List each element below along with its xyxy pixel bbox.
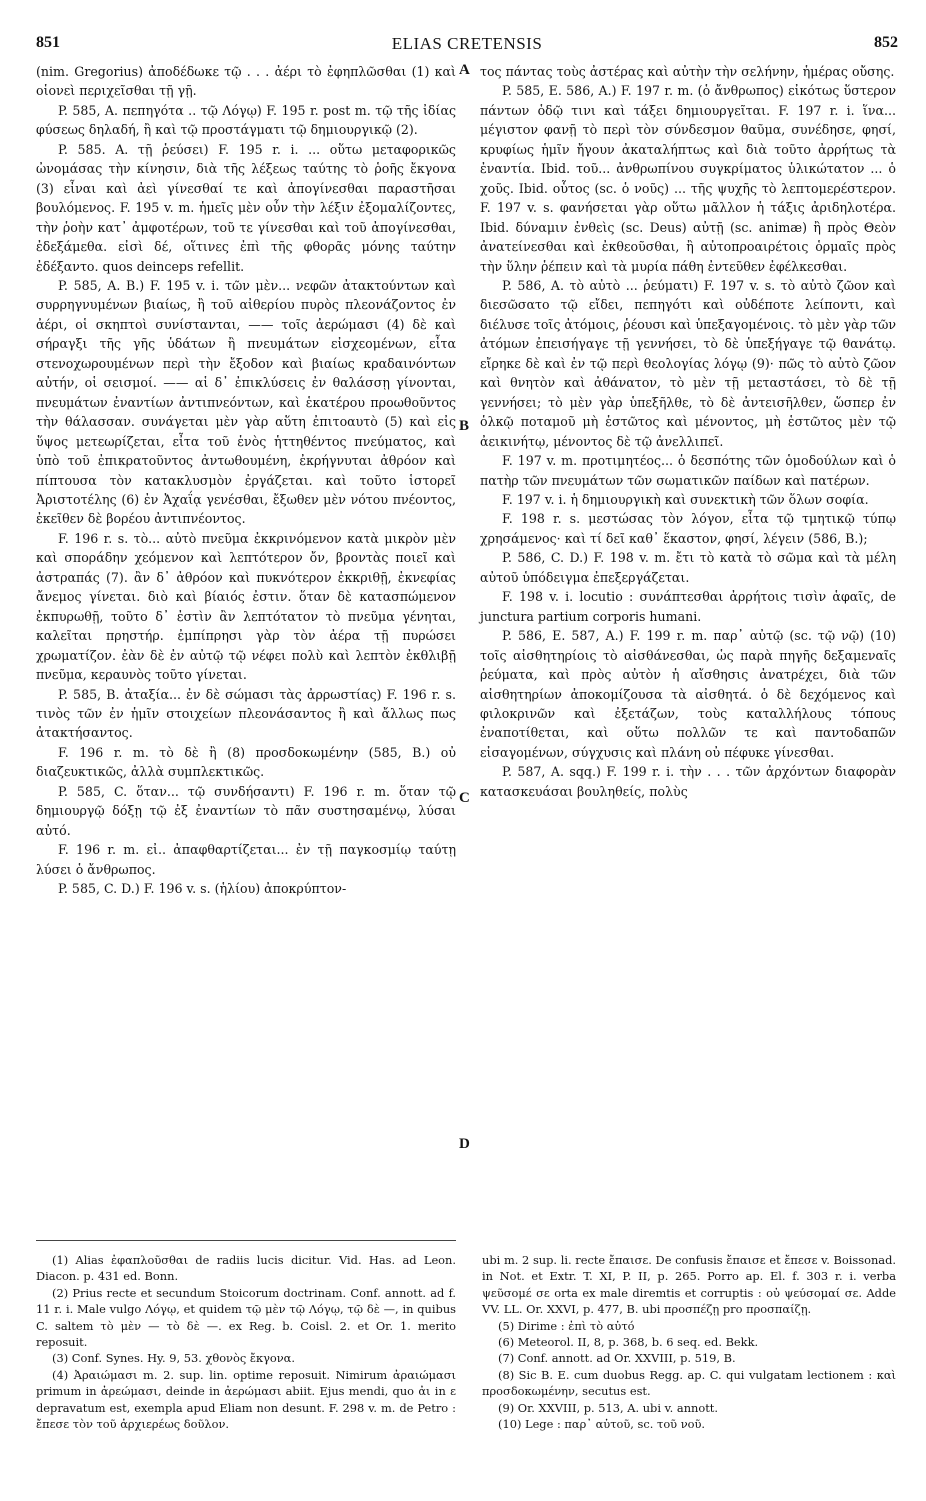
footnotes-right (482, 1252, 896, 1432)
paragraph: P. 585, B. ἀταξία... ἐν δὲ σώμασι τὰς ἀρρωστίας) F. 196 r. s. τινὸς τῶν ἐν ἡμῖν στοιχείων πλεονάσαντος ἢ καὶ ἄλλως πως ἀτακτήσαντος. (36, 686, 456, 741)
margin-letter-c: C (459, 790, 470, 806)
footnote: (9) Or. XXVIII, p. 513, A. ubi v. annott. (498, 1400, 719, 1415)
paragraph: F. 196 r. m. τὸ δὲ ἢ (8) προσδοκωμένην (585, B.) οὐ διαζευκτικῶς, ἀλλὰ συμπλεκτικῶς. (36, 744, 456, 780)
paragraph: P. 585, A. B.) F. 195 v. i. τῶν μὲν... νεφῶν ἀτακτούντων καὶ συρρηγνυμένων βιαίως, ἢ τοῦ αἰθερίου πυρὸς πλεονάζοντος ἐν ἀέρι, οἱ σκηπτοὶ συνίστανται, —— τοῖς ἀερώμασι (4) δὲ καὶ σήραγξι τῆς γῆς ὑδάτων ἢ πνευμάτων εἰσχεομένων, εἶτα στενοχωρουμένων περὶ τὴν ἔξοδον καὶ βιαίως κραδαινόντων αὐτήν, οἱ σεισμοί. —— αἱ δ᾽ ἐπικλύσεις ἐν θαλάσσῃ γίνονται, πνευμάτων ἐναντίων ἀντιπνεόντων, καὶ ἑκατέρου προωθοῦντος τὴν θάλασσαν. συνάγεται μὲν γὰρ αὕτη ἐπιτοαυτὸ (5) καὶ εἰς ὕψος μετεωρίζεται, εἶτα τοῦ ἑνὸς ἡττηθέντος πνεύματος, καὶ ὑπὸ τοῦ ἐπικρατοῦντος ἀντωθουμένη, ἐκρήγνυται ἀθρόον καὶ πίπτουσα τὸν κατακλυσμὸν ἐργάζεται. καὶ τοῦτο ἱστορεῖ Ἀριστοτέλης (6) ἐν Ἀχαΐᾳ γενέσθαι, ἔξωθεν μὲν νότου πνέοντος, ἐκεῖθεν δὲ βορέου ἀντιπνέοντος. (36, 277, 456, 527)
footnote: (6) Meteorol. II, 8, p. 368, b. 6 seq. ed. Bekk. (498, 1335, 759, 1350)
footnote: (5) Dirime : ἐπὶ τὸ αὐτό (498, 1318, 635, 1333)
footnote: (4) Ἀραιώμασι m. 2. sup. lin. optime reposuit. Nimirum ἀραιώμασι primum in ἀρεώμασι, deinde in ἀερώμασι abiit. Ejus mendi, quo ἀι in ε depravatum est, exempla apud Eliam non desunt. F. 298 v. m. de Petro : ἔπεσε τὸν τοῦ ἀρχιερέως δοῦλον. (36, 1367, 456, 1432)
footnote: (7) Conf. annott. ad Or. XXVIII, p. 519, B. (498, 1351, 736, 1366)
paragraph: P. 585, C. ὅταν... τῷ συνδήσαντι) F. 196 r. m. ὅταν τῷ δημιουργῷ δόξῃ τῷ ἐξ ἐναντίων τὸ πᾶν συστησαμένῳ, λύσαι αὐτό. (36, 783, 456, 838)
paragraph: F. 196 r. s. τὸ... αὐτὸ πνεῦμα ἐκκρινόμενον κατὰ μικρὸν μὲν καὶ σποράδην χεόμενον καὶ λεπτότερον ὄν, βροντὰς ποιεῖ καὶ ἀστραπάς (7). ἂν δ᾽ ἀθρόον καὶ πυκνότερον ἐκκριθῇ, ἐκνεφίας ἄνεμος γίνεται. διὸ καὶ βίαιός ἐστιν. ὅταν δὲ κατασπώμενον ἐκπυρωθῇ, τοῦτο δ᾽ ἐστὶν ἂν λεπτότατον τὸ πνεῦμα γένηται, καλεῖται πρηστήρ. ἐμπίπρησι γὰρ τὸν ἀέρα τῇ πυρώσει χρωματίζον. ἐὰν δὲ ἐν αὐτῷ τῷ νέφει πολὺ καὶ λεπτὸν ἐκθλιβῇ πνεῦμα, κεραυνὸς τοῦτο γίνεται. (36, 530, 456, 683)
footnote: (10) Lege : παρ᾽ αὐτοῦ, sc. τοῦ νοῦ. (498, 1417, 706, 1432)
footnote-divider (36, 1240, 456, 1241)
page-header (36, 34, 898, 56)
margin-letter-b: B (459, 418, 470, 434)
footnote: (1) Alias ἐφαπλοῦσθαι de radiis lucis dicitur. Vid. Has. ad Leon. Diacon. p. 431 ed. Bonn. (36, 1253, 456, 1284)
paragraph: P. 585. A. τῇ ῥεύσει) F. 195 r. i. ... οὕτω μεταφορικῶς ὠνομάσας τὴν κίνησιν, διὰ τῆς λέξεως ταύτης τὸ ῥοῆς ἔκγονα (3) εἶναι καὶ ἀεὶ γίνεσθαί τε καὶ ἀπογίνεσθαι παραστῆσαι βουλόμενος. F. 195 v. m. ἡμεῖς μὲν οὖν τὴν λέξιν ἐξομαλίζοντες, τὴν ῥοὴν κατ᾽ ἀμφοτέρων, τοῦ τε γίνεσθαι καὶ τοῦ ἀπογίνεσθαι, ἐδεξάμεθα. εἰσὶ δέ, οἵτινες ἐπὶ τῆς φθορᾶς μόνης ταύτην ἐδέξαντο. quos deinceps refellit. (36, 141, 456, 274)
paragraph: P. 586, A. τὸ αὐτὸ ... ῥεύματι) F. 197 v. s. τὸ αὐτὸ ζῶον καὶ διεσῶσατο τῷ εἴδει, πεπηγότι καὶ οὐδέποτε λείποντι, καὶ διέλυσε τοῖς ἀτόμοις, ῥέουσι καὶ ὑπεξαγομένοις. τὸ μὲν γὰρ τῶν ἀτόμων ἐπεισήγαγε τῇ γεννήσει, τὸ δὲ ὑπεξήγαγε τῷ θανάτῳ. εἴρηκε δὲ καὶ ἐν τῷ περὶ θεολογίας λόγῳ (9)· πῶς τὸ αὐτὸ ζῶον καὶ θνητὸν καὶ ἀθάνατον, τὸ μὲν τῇ μεταστάσει, τὸ δὲ τῇ γεννήσει; τὸ μὲν γὰρ ὑπεξῆλθε, τὸ δὲ ἀντεισῆλθεν, ὥσπερ ἐν ὁλκῷ ποταμοῦ μὴ ἑστῶτος καὶ μένοντος, μὴ ἑστῶτος μὲν τῷ ἀεικινήτῳ, μένοντος δὲ τῷ ἀνελλιπεῖ. (480, 277, 896, 449)
running-title: ELIAS CRETENSIS (391, 34, 543, 53)
right-column (480, 62, 896, 801)
footnote: (3) Conf. Synes. Hy. 9, 53. χθονὸς ἔκγονα. (52, 1351, 295, 1366)
footnote: (2) Prius recte et secundum Stoicorum doctrinam. Conf. annott. ad f. 11 r. i. Male vulgo Λόγῳ, et quidem τῷ μὲν τῷ Λόγῳ, τῷ δὲ —, in quibus C. saltem τὸ μὲν — τὸ δὲ —. ex Reg. b. Coisl. 2. et Or. 1. merito reposuit. (36, 1285, 456, 1350)
paragraph: P. 585, E. 586, A.) F. 197 r. m. (ὁ ἄνθρωπος) εἰκότως ὕστερον πάντων ὁδῷ τινι καὶ τάξει δημιουργεῖται. F. 197 r. i. ἵνα... μέγιστον φανῇ τὸ περὶ τὸν σύνδεσμον θαῦμα, συνέδησε, φησί, κρυφίως ἡμῖν ἤγουν ἀκαταλήπτως καὶ διὰ τοῦτο ἀρρήτως τὰ ἐναντία. Ibid. τοῦ... ἀνθρωπίνου συγκρίματος ὑλικώτατον ... ὁ χοῦς. Ibid. οὗτος (sc. ὁ νοῦς) ... τῆς ψυχῆς τὸ λεπτομερέστερον. F. 197 v. s. φανήσεται γὰρ οὕτω μᾶλλον ἡ τάξις ἀριδηλοτέρα. Ibid. δύναμιν ἐνθεὶς (sc. Deus) αὐτῇ (sc. animæ) ἢ πρὸς Θεὸν ἀνατείνεσθαι καὶ ἐκθεοῦσθαι, ἢ αὐτοπροαιρέτοις ὁρμαῖς πρὸς τὴν ὕλην ῥέπειν καὶ τὰ μυρία πάθη ἐντεῦθεν ἐφέλκεσθαι. (480, 83, 896, 274)
page-number-right: 852 (874, 34, 898, 51)
paragraph: P. 586, C. D.) F. 198 v. m. ἔτι τὸ κατὰ τὸ σῶμα καὶ τὰ μέλη αὐτοῦ ὑπόδειγμα ἐπεξεργάζεται. (480, 550, 896, 585)
paragraph: τος πάντας τοὺς ἀστέρας καὶ αὐτὴν τὴν σελήνην, ἡμέρας οὔσης. (480, 64, 895, 79)
footnote: (8) Sic B. E. cum duobus Regg. ap. C. qui vulgatam lectionem : καὶ προσδοκωμένην, secutus est. (482, 1367, 896, 1399)
paragraph: F. 197 v. i. ἡ δημιουργικὴ καὶ συνεκτικὴ τῶν ὅλων σοφία. (502, 491, 869, 507)
margin-letter-a: A (459, 62, 470, 78)
paragraph: P. 585, A. πεπηγότα .. τῷ Λόγῳ) F. 195 r. post m. τῷ τῆς ἰδίας φύσεως δηλαδή, ἢ καὶ τῷ προστάγματι τῷ δημιουργικῷ (2). (36, 102, 456, 138)
left-column (36, 62, 456, 898)
paragraph: F. 197 v. m. προτιμητέος... ὁ δεσπότης τῶν ὁμοδούλων καὶ ὁ πατὴρ τῶν πνευμάτων τῶν σωματικῶν παίδων καὶ πατέρων. (480, 453, 896, 488)
paragraph: F. 198 r. s. μεστώσας τὸν λόγον, εἶτα τῷ τμητικῷ τύπῳ χρησάμενος· καὶ τί δεῖ καθ᾽ ἕκαστον, φησί, λέγειν (586, B.); (480, 511, 896, 546)
footnotes-left (36, 1252, 456, 1432)
paragraph: P. 585, C. D.) F. 196 v. s. (ἡλίου) ἀποκρύπτον- (58, 881, 347, 897)
paragraph: P. 587, A. sqq.) F. 199 r. i. τὴν . . . τῶν ἀρχόντων διαφορὰν κατασκευάσαι βουληθείς, πολὺς (480, 764, 896, 799)
paragraph: P. 586, E. 587, A.) F. 199 r. m. παρ᾽ αὐτῷ (sc. τῷ νῷ) (10) τοῖς αἰσθητηρίοις τὸ αἰσθάνεσθαι, ὡς παρὰ πηγῆς δεξαμεναῖς ῥεύματα, καὶ πρὸς αὐτὸν ἡ αἴσθησις ἀνατρέχει, διὰ τῶν αἰσθητηρίων ἀποκομίζουσα τὰ αἰσθητά. ὁ δὲ δεχόμενος καὶ φιλοκρινῶν καὶ ἐξετάζων, τοὺς καταλλήλους τόπους ἐναποτίθεται, καὶ οὕτω πολλῶν τε καὶ παντοδαπῶν εἰσαγομένων, σύγχυσις καὶ πλάνη οὐ πέφυκε γίνεσθαι. (480, 628, 896, 760)
paragraph: F. 196 r. m. εἰ.. ἀπαφθαρτίζεται... ἐν τῇ παγκοσμίῳ ταύτῃ λύσει ὁ ἄνθρωπος. (36, 842, 456, 877)
footnote: ubi m. 2 sup. li. recte ἔπαισε. De confusis ἔπαισε et ἔπεσε v. Boissonad. in Not. et Extr. T. XI, P. II, p. 265. Porro ap. El. f. 303 r. i. verba ψεῦσομέ σε orta ex male diremtis et corruptis : οὐ ψεύσομαί σε. Adde VV. LL. Or. XXVI, p. 477, B. ubi προσπέζῃ pro προσπαίζῃ. (482, 1253, 896, 1317)
paragraph: F. 198 v. i. locutio : συνάπτεσθαι ἀρρήτοις τισὶν ἁφαῖς, de junctura partium corporis humani. (480, 589, 896, 624)
page-number-left: 851 (36, 34, 60, 51)
paragraph: (nim. Gregorius) ἀποδέδωκε τῷ . . . ἀέρι τὸ ἐφηπλῶσθαι (1) καὶ οἱονεὶ περιχεῖσθαι τῇ γῇ. (36, 64, 456, 99)
margin-letter-d: D (459, 1136, 470, 1152)
